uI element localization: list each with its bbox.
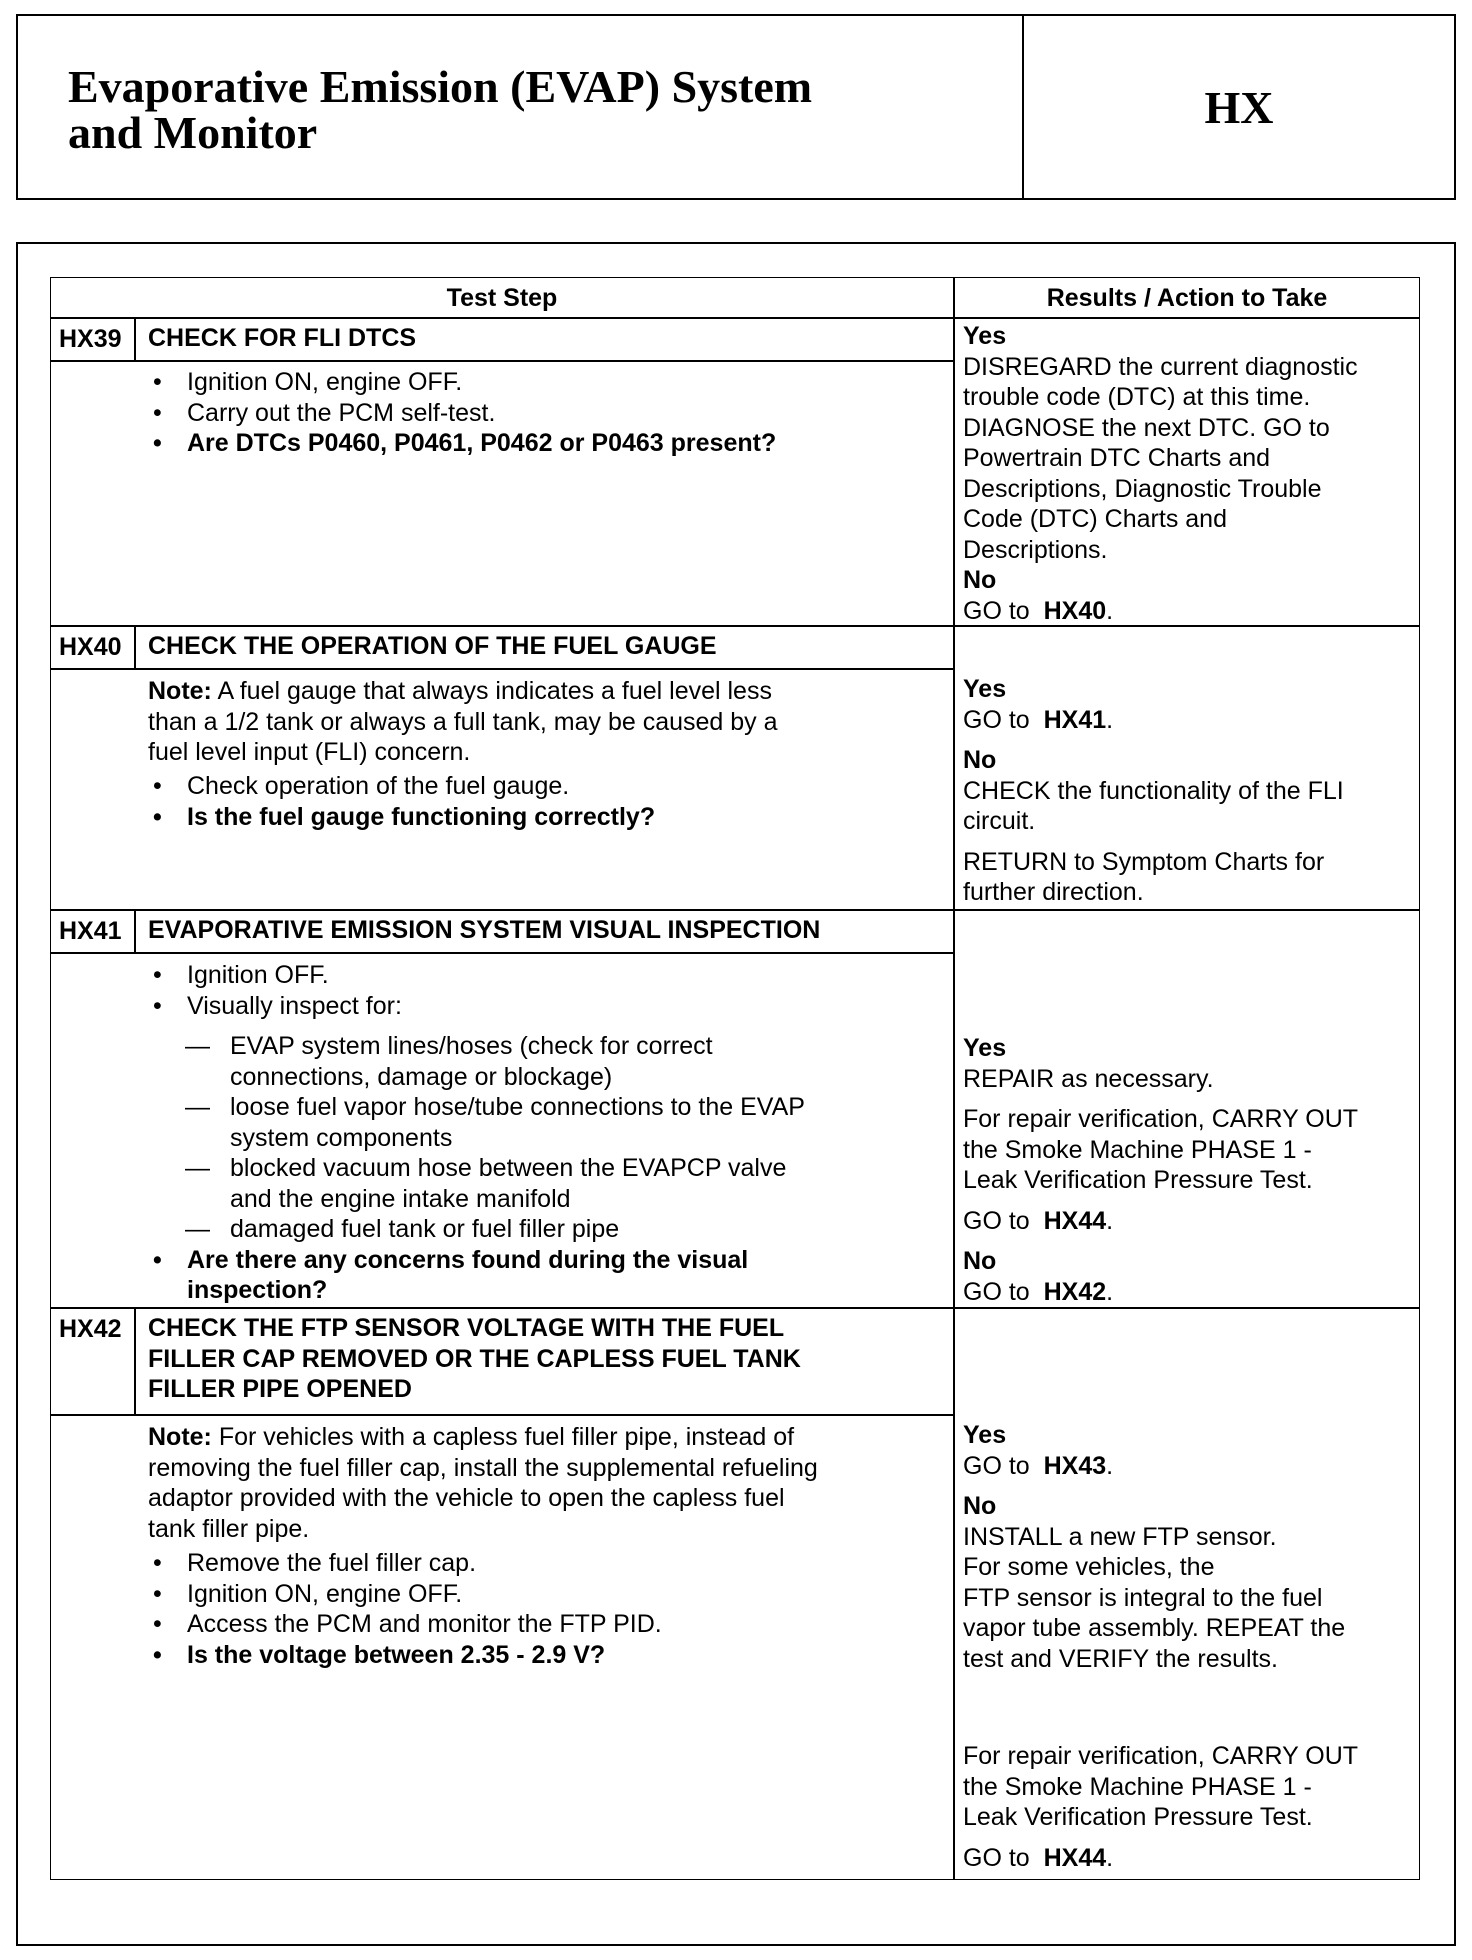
step-id: HX42 <box>59 1315 122 1343</box>
section-code: HX <box>1204 81 1274 133</box>
step-instructions: • Check operation of the fuel gauge. • Is the fuel gauge functioning correctly? <box>145 771 655 832</box>
step-id: HX40 <box>59 633 122 661</box>
step-results: Yes DISREGARD the current diagnostic trouble code (DTC) at this time. DIAGNOSE the next DTC. GO to Powertrain DTC Charts and Descriptions, Diagnostic Trouble Code (DTC) Charts and Descriptions. No GO to HX40. <box>963 322 1358 625</box>
step-id: HX39 <box>59 325 122 353</box>
step-title: CHECK FOR FLI DTCS <box>148 324 417 352</box>
step-title: EVAPORATIVE EMISSION SYSTEM VISUAL INSPECTION <box>148 916 821 944</box>
column-header-test-step: Test Step <box>446 284 558 312</box>
step-results: Yes GO to HX41. No CHECK the functionality of the FLI circuit. RETURN to Symptom Charts for further direction. <box>963 675 1344 906</box>
step-note: Note: A fuel gauge that always indicates a fuel level less than a 1/2 tank or always a full tank, may be caused by a fuel level input (FLI) concern. <box>148 677 778 766</box>
goto-link-hx41[interactable]: HX41 <box>1043 705 1107 734</box>
page-header <box>16 14 1456 200</box>
goto-link-hx40[interactable]: HX40 <box>1043 596 1107 625</box>
step-instructions: • Ignition ON, engine OFF. • Carry out the PCM self-test. • Are DTCs P0460, P0461, P0462 or P0463 present? <box>145 367 776 459</box>
diagnostic-table <box>50 277 1420 1880</box>
step-note: Note: For vehicles with a capless fuel filler pipe, instead of removing the fuel filler cap, install the supplemental refueling adaptor provided with the vehicle to open the capless fuel tank filler pipe. <box>148 1423 818 1543</box>
step-title: CHECK THE OPERATION OF THE FUEL GAUGE <box>148 632 717 660</box>
step-instructions: • Remove the fuel filler cap. • Ignition ON, engine OFF. • Access the PCM and monitor the FTP PID. • Is the voltage between 2.35 - 2.9 V? <box>145 1548 662 1670</box>
goto-link-hx44[interactable]: HX44 <box>1043 1843 1107 1872</box>
page-title: Evaporative Emission (EVAP) System and Monitor <box>68 61 813 158</box>
step-results: Yes REPAIR as necessary. For repair verification, CARRY OUT the Smoke Machine PHASE 1 - Leak Verification Pressure Test. GO to HX44. No GO to HX42. <box>963 1034 1359 1306</box>
step-results: Yes GO to HX43. No INSTALL a new FTP sensor. For some vehicles, the FTP sensor is integral to the fuel vapor tube assembly. REPEAT the test and VERIFY the results. <box>963 1421 1346 1673</box>
goto-link-hx44[interactable]: HX44 <box>1043 1206 1107 1235</box>
column-header-results: Results / Action to Take <box>1046 284 1328 312</box>
step-results-verification: For repair verification, CARRY OUT the Smoke Machine PHASE 1 - Leak Verification Pressure Test. GO to HX44. <box>963 1742 1359 1872</box>
goto-link-hx42[interactable]: HX42 <box>1043 1277 1107 1306</box>
step-title: CHECK THE FTP SENSOR VOLTAGE WITH THE FUEL FILLER CAP REMOVED OR THE CAPLESS FUEL TANK FILLER PIPE OPENED <box>148 1314 801 1403</box>
step-instructions: • Ignition OFF. • Visually inspect for: — EVAP system lines/hoses (check for correct connections, damage or blockage) — loose fuel vapor hose/tube connections to the EVAP system components — blocked vacuum hose between the EVAPCP valve and the engine intake manifold — damaged fuel tank or fuel filler pipe • Are there any concerns found during the visual inspection? <box>145 960 805 1306</box>
step-id: HX41 <box>59 917 122 945</box>
goto-link-hx43[interactable]: HX43 <box>1043 1451 1107 1480</box>
